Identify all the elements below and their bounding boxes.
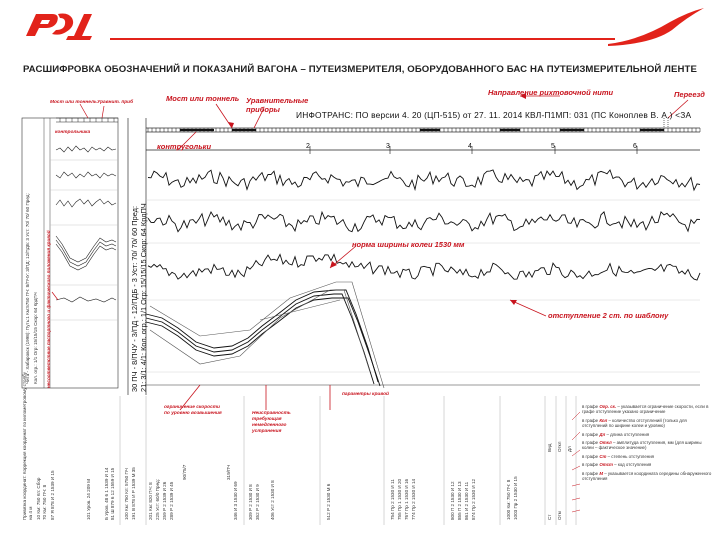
- table-block-1-line: 87 Я 878 И 2 1539 И 15: [50, 470, 55, 520]
- table-block-1-line: Привязка координат: Коррекция координат по километровому столбу: [22, 372, 27, 520]
- legend-item: в графе Отст – код отступления: [582, 462, 652, 468]
- fault-annotation: Неисправность требующая немедленного устранения: [252, 411, 291, 434]
- table-block-11-line: 1000 Км: 750 ПЧ: 8: [506, 479, 511, 520]
- rail-direction-annotation: Направление рихтовочной нити: [488, 88, 614, 97]
- table-block-7-line: 406 Уст 2 1530 И 8: [270, 480, 275, 520]
- legend-item: в графе Дл – длина отступления: [582, 431, 650, 437]
- km-mark-4: 4: [468, 143, 472, 150]
- small-vertical-text-1: Чита - Хабаровск (1998): Путь:1 Км:5750 ПЧ: 8/ПЧУ: 3/ПД: 12/ПДБ: 3 Уст: 70/ 70/ 60 Пред:: [25, 193, 30, 384]
- table-block-5-line: 346 И 3 1530 И 69: [233, 481, 238, 520]
- gauge-norm-annotation: норма ширины колеи 1530 мм: [352, 240, 465, 249]
- legend-header-otm: Отм: [557, 511, 562, 520]
- table-block-6-line: 309 Р 2 1530 И 8: [248, 484, 253, 520]
- legend-header-otkl: Откл: [557, 441, 562, 452]
- table-block-2-line: 81 Ш 879 6 12 1559 И 15: [110, 467, 115, 520]
- km-mark-6: 6: [633, 143, 637, 150]
- table-block-3-line: 100 Км: 750 Кп: 5750 ПЧ: [124, 468, 129, 520]
- table-block-1-line: на 4 м: [28, 506, 33, 520]
- legend-item: в графе Кол – количество отступлений (только для отступлений по ширине колеи и уровню): [582, 417, 687, 429]
- table-block-5-line: 319/ПЧ: [226, 464, 231, 480]
- legend-item: в графе Огр. ск. – указывается ограничение скорости, если в графе отступление указано ограничение: [582, 404, 709, 415]
- table-block-10-line: 861 И 2 1530 И 11: [464, 481, 469, 520]
- table-block-11-line: 1003 Пр 2 1530 И 15: [513, 476, 518, 520]
- legend-item: в графе Ст – степень отступления: [582, 453, 655, 459]
- table-block-2-line: Б Уров. 48 6 1 1539 И 14: [104, 467, 109, 520]
- legend-list: [582, 404, 712, 481]
- km-mark-5: 5: [551, 143, 555, 150]
- legend-item: в графе М – указывается координата середины обнаруженного отступления: [582, 470, 712, 482]
- table-block-1-line: 10 Км: 750 Кп: Сбор: [36, 477, 41, 520]
- table-block-8-line: 512 Р 2 1530 М 6: [326, 483, 331, 520]
- table-block-10-line: 874 Пр 2 1530 И 12: [471, 478, 476, 520]
- km-mark-2: 2: [306, 143, 310, 150]
- tape-vertical-text-2: 21: 3/1: 4/1: Кол. огр.: 1/1 Огр: 15/15/15 Скор: 64 КрдПЧ: [139, 203, 148, 392]
- deviation-annotation: отступление 2 ст. по шаблону: [548, 311, 669, 320]
- table-block-1b-line: 101 Уров. 24 209 М: [86, 479, 91, 520]
- crossing-annotation: Переезд: [674, 90, 705, 99]
- legend-header-vid: Вид: [547, 443, 552, 452]
- table-block-9-line: 767 Пр 1 1530 И 16: [404, 478, 409, 520]
- curve-params-annotation: параметры кривой: [342, 392, 389, 397]
- small-bridge-annotation: Мост или тоннель: [50, 100, 97, 105]
- table-block-10-line: 855 П 2 1530 И 13: [457, 481, 462, 520]
- level-devices-annotation: Уравнительные приборы: [246, 96, 309, 114]
- table-block-6-line: 352 Р 2 1530 И 9: [255, 484, 260, 520]
- table-block-10-line: 800 П 2 1530 И 12: [450, 481, 455, 520]
- legend-header-dl: Дл: [567, 446, 572, 452]
- table-block-4-line: 201 Км: 820 ПЧ: 8: [148, 482, 153, 520]
- table-block-9-line: 754 Пр 2 1530 И 11: [390, 479, 395, 520]
- speed-limit-annotation: ограничение скорости по уровню возвышения: [164, 405, 222, 416]
- tape-header: ИНФОТРАНС: ПО версии 4. 20 (ЦП-515) от 27. 11. 2014 КВЛ-П1МП: 031 (ПС Коноплев В. А.) <ЗА: [296, 110, 692, 120]
- km-mark-3: 3: [386, 143, 390, 150]
- legend-header-st: Ст: [547, 514, 552, 520]
- table-block-9-line: 755 Пр 1 1530 И 20: [397, 478, 402, 520]
- control-angles-annotation: контругольки: [157, 142, 212, 151]
- mismatch-annotation: несоответствие паспортного и фактического положения кривой: [46, 230, 51, 388]
- table-block-4-line: 225 Уст: 60/0 Пред:: [155, 479, 160, 520]
- bridge-annotation: Мост или тоннель: [166, 94, 240, 103]
- small-kontrol-annotation: контрольника: [55, 130, 91, 135]
- legend-item: в графе Откл – амплитуда отступления, мм (для ширины колеи – фактическое значение): [582, 440, 702, 451]
- table-block-4-line: 289 Р 2 1539 И 45: [169, 481, 174, 520]
- small-vertical-text-2: Кол. огр.: 1/1 Огр: 15/15/15 Скор: 64 КрдПЧ: [33, 292, 38, 384]
- slide-title: РАСШИФРОВКА ОБОЗНАЧЕНИЙ И ПОКАЗАНИЙ ВАГОНА – ПУТЕИЗМЕРИТЕЛЯ, ОБОРУДОВАННОГО БАС НА ПУТЕИЗМЕРИТЕЛЬНОЙ ЛЕНТЕ: [23, 64, 697, 75]
- tape-vertical-text-1: 30 ПЧ - 8/ПЧУ - 3/ПД - 12/ПДБ - 3 Уст: 70/ 70/ 60 Пред:: [130, 205, 139, 392]
- table-block-5-line: 90/75/7: [182, 464, 187, 480]
- table-block-9-line: 774 Пр 2 1530 И 14: [411, 478, 416, 520]
- table-block-4-line: 259 Р 2 1539 И 26: [162, 481, 167, 520]
- small-level-annotation: Уравнит. приб: [97, 100, 134, 105]
- table-block-3-line: 191 В 878 И Р 1539 М 35: [131, 467, 136, 520]
- table-block-1-line: 70 Км: 750 ПЧ: 8: [42, 484, 47, 520]
